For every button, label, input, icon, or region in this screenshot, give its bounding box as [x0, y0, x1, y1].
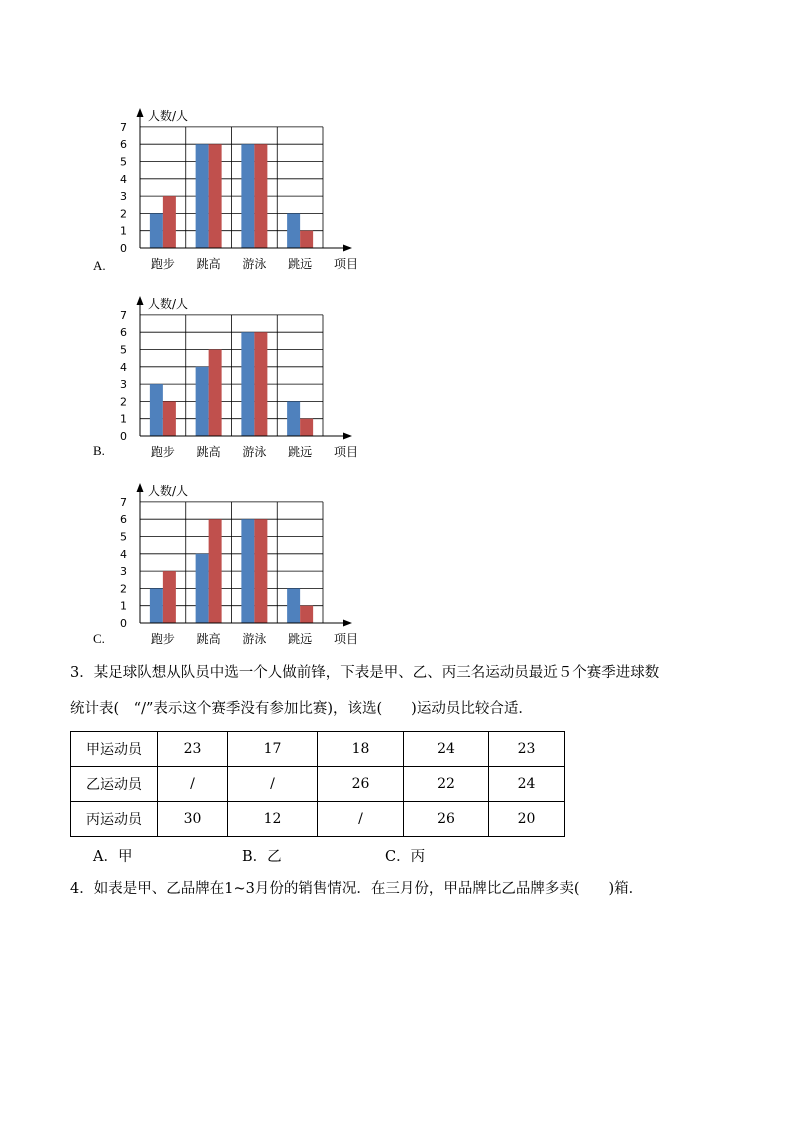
- x-tick-label: 跑步: [150, 257, 175, 271]
- chart-option-b: [0, 288, 400, 468]
- table-row: [71, 767, 565, 802]
- table-cell: 23: [489, 732, 565, 767]
- x-tick-label: 跳高: [196, 632, 221, 646]
- x-axis-arrow: [343, 620, 352, 627]
- bar-chart-a: [0, 100, 400, 280]
- bar: [300, 606, 313, 623]
- table-cell: 26: [404, 802, 489, 837]
- y-tick-label: 6: [120, 326, 127, 340]
- bar: [241, 519, 254, 623]
- option-letter-a: A.: [93, 258, 106, 273]
- bar: [254, 519, 267, 623]
- y-tick-label: 7: [120, 308, 127, 322]
- y-tick-label: 3: [120, 378, 127, 392]
- bar: [163, 571, 176, 623]
- y-tick-label: 2: [120, 582, 127, 596]
- bar: [241, 144, 254, 248]
- choice-c[interactable]: C．丙: [385, 849, 426, 865]
- table-cell: 18: [318, 732, 404, 767]
- x-tick-label: 跳高: [196, 257, 221, 271]
- x-axis-arrow: [343, 433, 352, 440]
- table-cell: 12: [228, 802, 318, 837]
- bar: [196, 144, 209, 248]
- table-cell: 20: [489, 802, 565, 837]
- y-axis-label: 人数/人: [148, 484, 189, 498]
- y-tick-label: 5: [120, 155, 127, 169]
- bar: [254, 332, 267, 436]
- bar-chart-c: [0, 475, 400, 655]
- y-axis-arrow: [137, 483, 144, 492]
- y-tick-label: 7: [120, 495, 127, 509]
- x-axis-arrow: [343, 245, 352, 252]
- choice-b[interactable]: B．乙: [242, 849, 282, 865]
- y-tick-label: 3: [120, 565, 127, 579]
- table-cell: /: [318, 802, 404, 837]
- x-tick-label: 跳远: [288, 632, 313, 646]
- table-cell: /: [228, 767, 318, 802]
- y-axis-arrow: [137, 296, 144, 305]
- option-letter-c: C.: [93, 631, 105, 646]
- y-tick-label: 5: [120, 343, 127, 357]
- y-tick-label: 4: [120, 547, 127, 561]
- bar: [163, 401, 176, 436]
- y-tick-label: 5: [120, 530, 127, 544]
- x-axis-label: 项目: [334, 257, 359, 271]
- choice-a[interactable]: A．甲: [93, 849, 133, 865]
- y-tick-label: 7: [120, 120, 127, 134]
- bar: [150, 213, 163, 248]
- x-axis-label: 项目: [334, 632, 359, 646]
- y-tick-label: 6: [120, 138, 127, 152]
- bar: [209, 144, 222, 248]
- table-cell: 甲运动员: [71, 732, 158, 767]
- bar: [209, 519, 222, 623]
- y-tick-label: 2: [120, 207, 127, 221]
- table-cell: 乙运动员: [71, 767, 158, 802]
- table-cell: 22: [404, 767, 489, 802]
- table-cell: 丙运动员: [71, 802, 158, 837]
- chart-option-c: [0, 475, 400, 655]
- x-tick-label: 跑步: [150, 632, 175, 646]
- question-3-line-1: 3．某足球队想从队员中选一个人做前锋，下表是甲、乙、丙三名运动员最近５个赛季进球数: [70, 665, 660, 681]
- table-cell: 26: [318, 767, 404, 802]
- x-tick-label: 跳远: [288, 445, 313, 459]
- chart-option-a: [0, 100, 400, 280]
- bar: [150, 384, 163, 436]
- y-tick-label: 2: [120, 395, 127, 409]
- y-tick-label: 3: [120, 190, 127, 204]
- y-tick-label: 4: [120, 172, 127, 186]
- y-tick-label: 1: [120, 412, 127, 426]
- y-tick-label: 0: [120, 430, 127, 443]
- bar: [196, 554, 209, 623]
- bar: [287, 588, 300, 623]
- bar: [287, 213, 300, 248]
- x-tick-label: 游泳: [242, 632, 267, 646]
- y-tick-label: 4: [120, 360, 127, 374]
- table-row: [71, 802, 565, 837]
- bar: [300, 231, 313, 248]
- y-axis-label: 人数/人: [148, 109, 189, 123]
- bar: [196, 367, 209, 436]
- table-cell: /: [158, 767, 228, 802]
- y-tick-label: 0: [120, 242, 127, 255]
- bar-chart-b: [0, 288, 400, 468]
- x-tick-label: 跳远: [288, 257, 313, 271]
- goals-table: [70, 731, 565, 837]
- y-tick-label: 6: [120, 513, 127, 527]
- table-row: [71, 732, 565, 767]
- bar: [163, 196, 176, 248]
- bar: [254, 144, 267, 248]
- y-axis-label: 人数/人: [148, 297, 189, 311]
- bar: [209, 350, 222, 437]
- y-axis-arrow: [137, 108, 144, 117]
- bar: [241, 332, 254, 436]
- bar: [150, 588, 163, 623]
- table-cell: 24: [404, 732, 489, 767]
- table-cell: 23: [158, 732, 228, 767]
- x-tick-label: 跑步: [150, 445, 175, 459]
- x-tick-label: 游泳: [242, 257, 267, 271]
- question-3-line-2: 统计表( “/”表示这个赛季没有参加比赛)，该选( )运动员比较合适．: [70, 701, 533, 717]
- question-4-line-1: 4．如表是甲、乙品牌在1~3月份的销售情况．在三月份，甲品牌比乙品牌多卖( )箱．: [70, 881, 644, 897]
- x-tick-label: 游泳: [242, 445, 267, 459]
- option-letter-b: B.: [93, 443, 105, 458]
- y-tick-label: 1: [120, 599, 127, 613]
- y-tick-label: 0: [120, 617, 127, 630]
- x-tick-label: 跳高: [196, 445, 221, 459]
- bar: [287, 401, 300, 436]
- table-cell: 17: [228, 732, 318, 767]
- table-cell: 24: [489, 767, 565, 802]
- y-tick-label: 1: [120, 224, 127, 238]
- x-axis-label: 项目: [334, 445, 359, 459]
- table-cell: 30: [158, 802, 228, 837]
- bar: [300, 419, 313, 436]
